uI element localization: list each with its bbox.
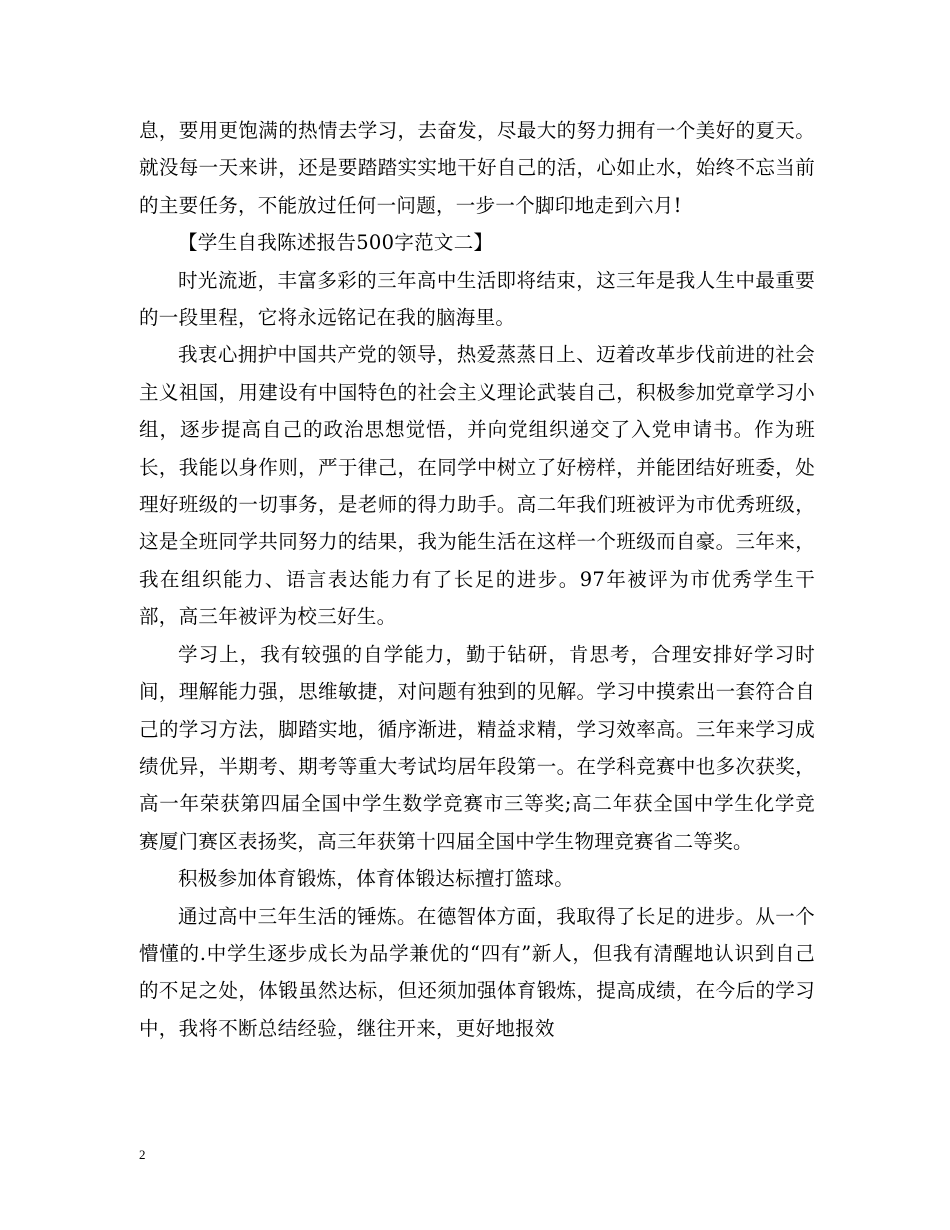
paragraph-intro: 时光流逝，丰富多彩的三年高中生活即将结束，这三年是我人生中最重要的一段里程，它将永远铭记在我的脑海里。 xyxy=(139,268,815,330)
paragraph-summary: 通过高中三年生活的锤炼。在德智体方面，我取得了长足的进步。从一个懵懂的.中学生逐步成长为品学兼优的“四有”新人，但我有清醒地认识到自己的不足之处，体锻虽然达标，但还须加强体育锻炼，提高成绩，在今后的学习中，我将不断总结经验，继往开来，更好地报效 xyxy=(139,904,815,1040)
paragraph-continuation: 息，要用更饱满的热情去学习，去奋发，尽最大的努力拥有一个美好的夏天。就没每一天来讲，还是要踏踏实实地干好自己的活，心如止水，始终不忘当前的主要任务，不能放过任何一问题，一步一个脚印地走到六月! xyxy=(139,119,815,217)
paragraph-study: 学习上，我有较强的自学能力，勤于钻研，肯思考，合理安排好学习时间，理解能力强，思维敏捷，对问题有独到的见解。学习中摸索出一套符合自己的学习方法，脚踏实地，循序渐进，精益求精，学习效率高。三年来学习成绩优异，半期考、期考等重大考试均居年段第一。在学科竞赛中也多次获奖，高一年荣获第四届全国中学生数学竞赛市三等奖;高二年获全国中学生化学竞赛厦门赛区表扬奖，高三年获第十四届全国中学生物理竞赛省二等奖。 xyxy=(139,642,815,853)
paragraph-sports: 积极参加体育锻炼，体育体锻达标擅打篮球。 xyxy=(178,867,575,891)
section-heading: 【学生自我陈述报告500字范文二】 xyxy=(178,231,494,255)
paragraph-politics: 我衷心拥护中国共产党的领导，热爱蒸蒸日上、迈着改革步伐前进的社会主义祖国，用建设有中国特色的社会主义理论武装自己，积极参加党章学习小组，逐步提高自己的政治思想觉悟，并向党组织递交了入党申请书。作为班长，我能以身作则，严于律己，在同学中树立了好榜样，并能团结好班委，处理好班级的一切事务，是老师的得力助手。高二年我们班被评为市优秀班级，这是全班同学共同努力的结果，我为能生活在这样一个班级而自豪。三年来，我在组织能力、语言表达能力有了长足的进步。97年被评为市优秀学生干部，高三年被评为校三好生。 xyxy=(139,343,815,629)
page-number: 2 xyxy=(139,1147,146,1162)
document-body xyxy=(139,112,815,1047)
